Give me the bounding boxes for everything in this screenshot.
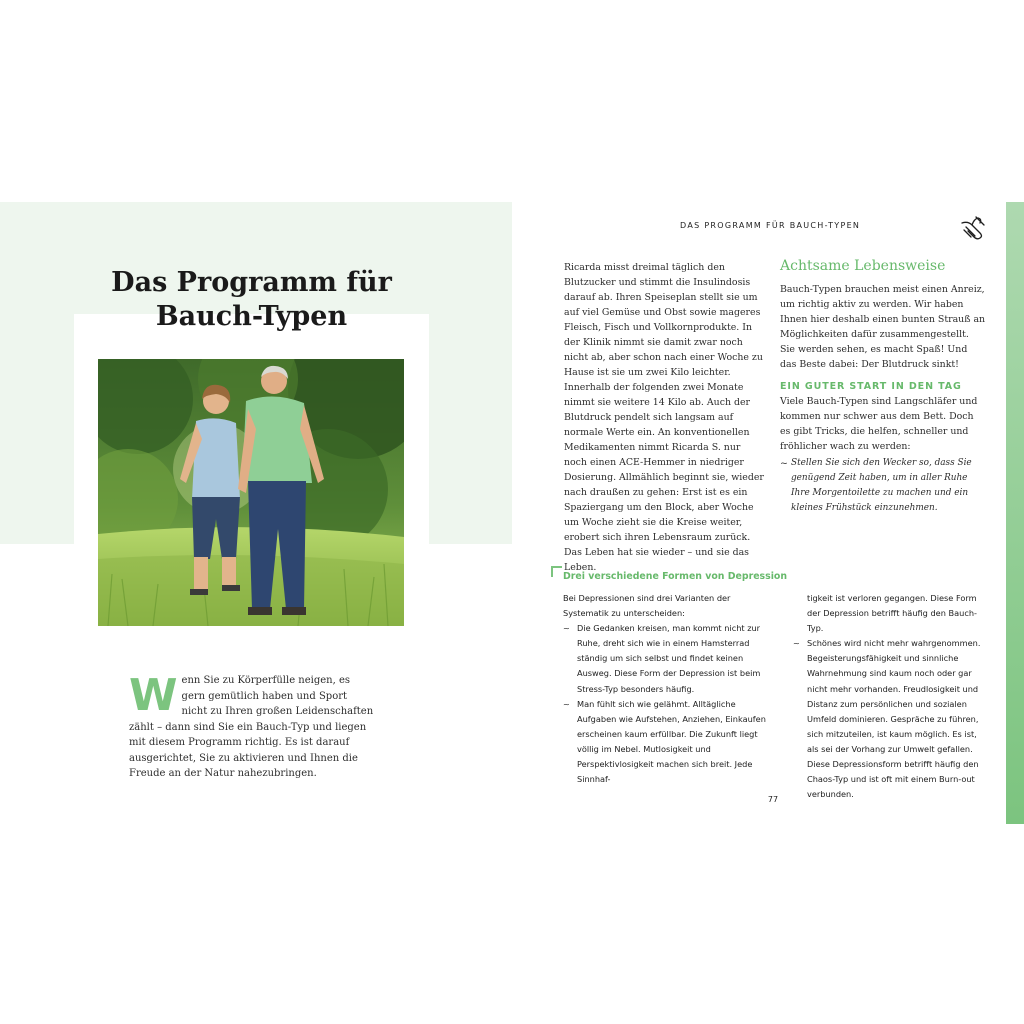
couple-walking-photo: [98, 359, 404, 626]
chapter-thumb-tab: [1006, 202, 1024, 824]
tilde-marker: ~: [563, 698, 570, 709]
tip-item: [780, 456, 986, 516]
list-item-text: Schönes wird nicht mehr wahrgenommen. Begeisterungsfähigkeit und sinnliche Wahrnehmung sind kaum noch oder gar nicht mehr vorhanden. Freudlosigkeit und Distanz zum persönlichen und sozialen Umfeld dominieren. Gespräche zu führen, sich mitzuteilen, ist kaum möglich. Es ist, als sei der Vorhang zur Umwelt gefallen. Diese Depressionsform betrifft häufig den Chaos-Typ und ist oft mit einem Burn-out verbunden.: [807, 638, 981, 800]
intro-paragraph: [129, 670, 375, 782]
tilde-marker: ~: [793, 638, 800, 649]
subsection-heading: EIN GUTER START IN DEN TAG: [780, 381, 962, 392]
box-column-1: [563, 591, 775, 787]
list-item-text: Die Gedanken kreisen, man kommt nicht zur Ruhe, dreht sich wie in einem Hamsterrad ständig um sich selbst und findet keinen Ausweg. Diese Form der Depression ist beim Stress-Typ besonders häufig.: [577, 623, 761, 694]
list-item: [563, 621, 775, 696]
hand-icon: [958, 213, 988, 243]
tilde-marker: ~: [563, 623, 570, 634]
page-number: 77: [767, 795, 779, 804]
section-heading: Achtsame Lebensweise: [780, 258, 946, 274]
list-item-text: Man fühlt sich wie gelähmt. Alltägliche Aufgaben wie Aufstehen, Anziehen, Einkaufen erscheinen kaum erfüllbar. Die Zukunft liegt völlig im Nebel. Mutlosigkeit und Perspektivlosigkeit machen sich breit. Jede Sinnhaf-: [577, 698, 766, 785]
tilde-marker: ~: [780, 458, 788, 469]
box-column-2: [793, 591, 988, 802]
story-column: Ricarda misst dreimal täglich den Blutzucker und stimmt die Insulindosis darauf ab. Ihren Speiseplan stellt sie um auf viel Gemüse und Obst sowie mageres Fleisch, Fisch und Vollkornprodukte. In der Klinik nimmt sie damit zwar noch nicht ab, aber schon nach einer Woche zu Hause ist sie um zwei Kilo leichter. Innerhalb der folgenden zwei Monate nimmt sie weitere 14 Kilo ab. Auch der Blutdruck pendelt sich langsam auf normale Werte ein. An konventionellen Medikamenten nimmt Ricarda S. nur noch einen ACE-Hemmer in niedriger Dosierung. Allmählich beginnt sie, wieder nach draußen zu gehen: Erst ist es ein Spaziergang um den Block, aber Woche um Woche zieht sie die Kreise weiter, erobert sich ihren Lebensraum zurück. Das Leben hat sie wieder – und sie das Leben.: [564, 262, 764, 573]
subsection-paragraph: Viele Bauch-Typen sind Langschläfer und kommen nur schwer aus dem Bett. Doch es gibt Tricks, die helfen, schneller und fröhlicher wach zu werden:: [780, 396, 978, 452]
drop-cap: W: [129, 670, 178, 721]
list-item: [793, 636, 988, 802]
box-title: Drei verschiedene Formen von Depression: [563, 571, 788, 582]
list-item-continuation: [793, 591, 988, 636]
list-item: [563, 697, 775, 788]
box-intro: Bei Depressionen sind drei Varianten der Systematik zu unterscheiden:: [563, 593, 731, 619]
section-paragraph: Bauch-Typen brauchen meist einen Anreiz, um richtig aktiv zu werden. Wir haben Ihnen hier deshalb einen bunten Strauß an Möglichkeiten dafür zusammengestellt. Sie werden sehen, es macht Spaß! Und das Beste dabei: Der Blutdruck sinkt!: [780, 284, 986, 370]
page-title: Das Programm für Bauch-Typen: [111, 267, 392, 332]
list-item-text: tigkeit ist verloren gegangen. Diese Form der Depression betrifft häufig den Bauch-Typ.: [807, 593, 977, 634]
box-corner-mark: [551, 566, 562, 577]
tip-text: Stellen Sie sich den Wecker so, dass Sie genügend Zeit haben, um in aller Ruhe Ihre Morgentoilette zu machen und ein kleines Frühstück einzunehmen.: [791, 458, 972, 513]
mindful-lifestyle-column: [780, 258, 986, 516]
running-head: DAS PROGRAMM FÜR BAUCH-TYPEN: [680, 221, 861, 230]
intro-text: enn Sie zu Körperfülle neigen, es gern gemütlich haben und Sport nicht zu Ihren großen Leidenschaften zählt – dann sind Sie ein Bauch-Typ und liegen mit diesem Programm richtig. Es ist darauf ausgerichtet, Sie zu aktivieren und Ihnen die Freude an der Natur nahezubringen.: [129, 675, 374, 779]
